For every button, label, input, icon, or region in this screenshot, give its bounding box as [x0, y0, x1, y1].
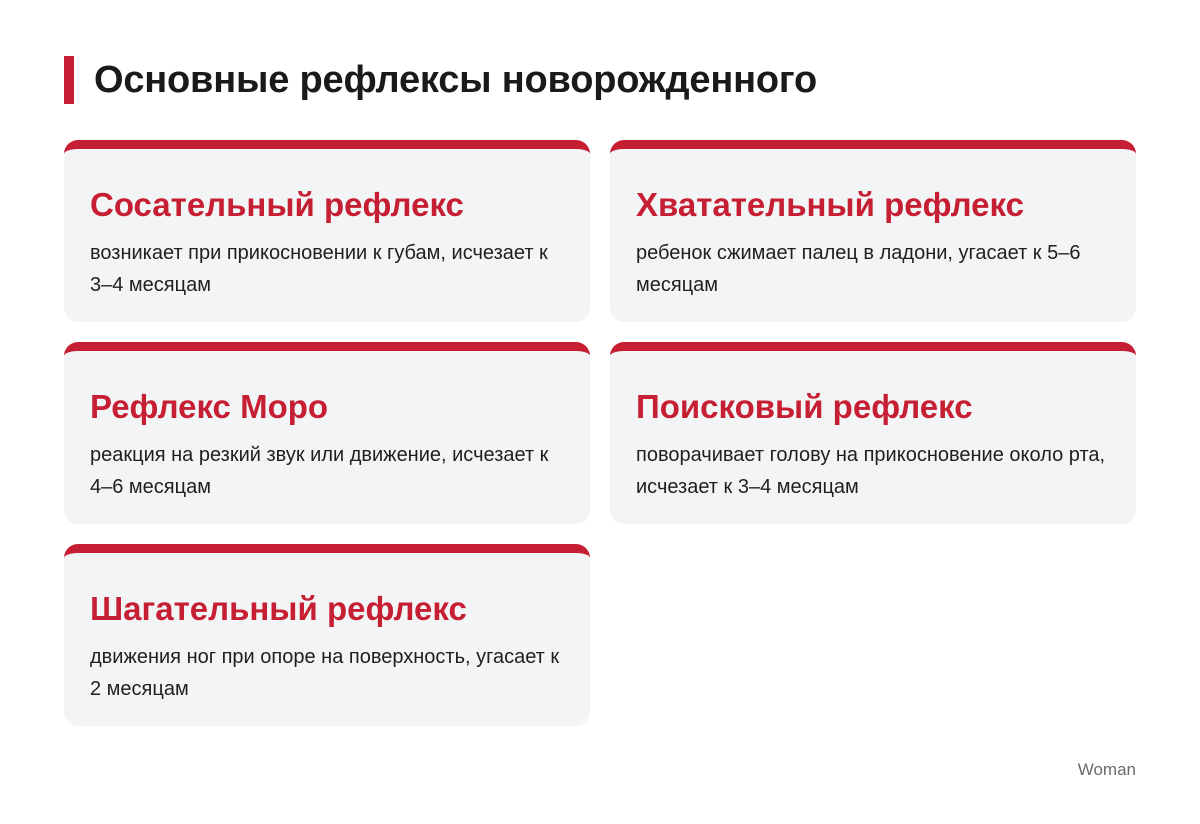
reflex-card-title: Поисковый рефлекс	[636, 388, 973, 425]
reflex-card-title: Хватательный рефлекс	[636, 186, 1024, 223]
reflex-card-title: Шагательный рефлекс	[90, 590, 467, 627]
reflex-card-stepping	[64, 544, 590, 726]
reflex-card-moro	[64, 342, 590, 524]
source-credit: Woman	[1077, 760, 1136, 779]
reflex-card-sucking	[64, 140, 590, 322]
reflex-card-title: Сосательный рефлекс	[90, 186, 464, 223]
reflex-card-grasping	[610, 140, 1136, 322]
reflex-card-description: ребенок сжимает палец в ладони, угасает к 5–6 месяцам	[636, 242, 1081, 296]
reflex-card-title: Рефлекс Моро	[90, 388, 329, 425]
reflex-card-description: движения ног при опоре на поверхность, угасает к 2 месяцам	[90, 646, 560, 700]
page-header	[64, 56, 817, 104]
page-title: Основные рефлексы новорожденного	[94, 58, 818, 101]
reflex-card-rooting	[610, 342, 1136, 524]
title-accent-bar	[64, 56, 74, 104]
reflex-card-description: реакция на резкий звук или движение, исчезает к 4–6 месяцам	[90, 444, 549, 498]
reflex-card-description: возникает при прикосновении к губам, исчезает к 3–4 месяцам	[90, 242, 548, 296]
reflex-card-description: поворачивает голову на прикосновение около рта, исчезает к 3–4 месяцам	[636, 444, 1106, 498]
